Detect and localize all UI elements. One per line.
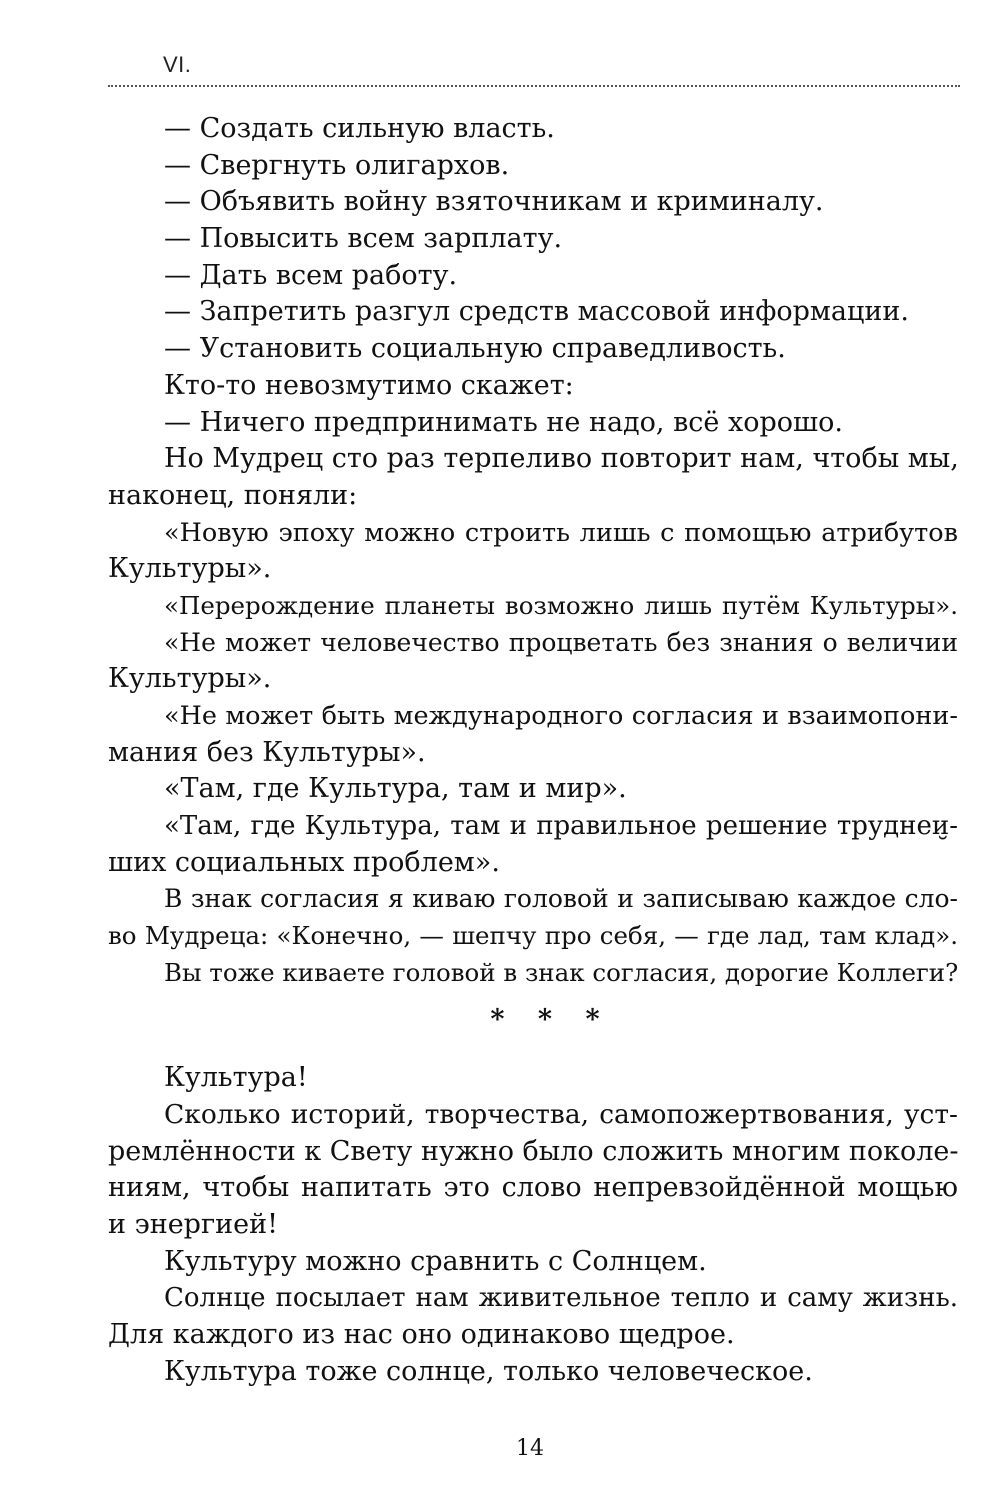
text-line: ших социальных проблем». [108, 846, 500, 878]
text-line: — Ничего предпринимать не надо, всё хорошо. [164, 406, 843, 438]
dotted-divider [108, 85, 960, 87]
text-line: Солнце посылает нам живительное тепло и саму жизнь. [164, 1283, 958, 1314]
text-line: Но Мудрец сто раз терпеливо повторит нам, чтобы мы, [164, 443, 959, 475]
text-line: мания без Культуры». [108, 736, 426, 768]
text-line: В знак согласия я киваю головой и записываю каждое сло- [164, 884, 958, 914]
text-line: Культуру можно сравнить с Солнцем. [164, 1245, 707, 1277]
section-label: VI. [163, 52, 192, 77]
text-line: и энергией! [108, 1208, 278, 1240]
text-line: Культура тоже солнце, только человеческое. [164, 1355, 813, 1387]
body-text [108, 111, 958, 1390]
text-line: — Объявить войну взяточникам и криминалу. [164, 186, 824, 218]
text-line: «Там, где Культура, там и мир». [164, 773, 627, 805]
text-line: «Не может быть международного согласия и взаимопони- [164, 701, 958, 731]
text-line: Сколько историй, творчества, самопожертвования, уст- [164, 1098, 958, 1130]
text-line: ремлённости к Свету нужно было сложить многим поколе- [108, 1135, 959, 1167]
text-line: — Создать сильную власть. [164, 113, 555, 144]
text-line: во Мудреца: «Конечно, — шепчу про себя, — где лад, там клад». [108, 921, 958, 951]
text-line: ниям, чтобы напитать это слово непревзойдённой мощью [108, 1172, 958, 1204]
section-separator: * * * [490, 1003, 612, 1035]
text-line: Для каждого из нас оно одинаково щедрое. [108, 1319, 735, 1350]
text-line: «Новую эпоху можно строить лишь с помощью атрибутов [164, 517, 958, 548]
text-line: «Не может человечество процветать без знания о величии [164, 627, 958, 657]
text-line: — Свергнуть олигархов. [164, 149, 510, 181]
page-number: 14 [516, 1436, 544, 1461]
text-line: Культуры». [108, 553, 272, 585]
text-line: «Перерождение планеты возможно лишь путём Культуры». [164, 590, 958, 620]
text-line: наконец, поняли: [108, 479, 358, 511]
text-line: Культура! [164, 1062, 308, 1094]
text-line: — Установить социальную справедливость. [164, 333, 786, 365]
text-line: Кто-то невозмутимо скажет: [164, 369, 574, 401]
text-line: «Там, где Культура, там и правильное решение труднеи̮- [164, 811, 958, 842]
text-line: — Дать всем работу. [164, 259, 458, 291]
text-line: — Повысить всем зарплату. [164, 223, 563, 255]
text-line: Вы тоже киваете головой в знак согласия, дорогие Коллеги? [164, 957, 959, 987]
text-line: Культуры». [108, 663, 272, 695]
text-line: — Запретить разгул средств массовой информации. [164, 296, 909, 328]
